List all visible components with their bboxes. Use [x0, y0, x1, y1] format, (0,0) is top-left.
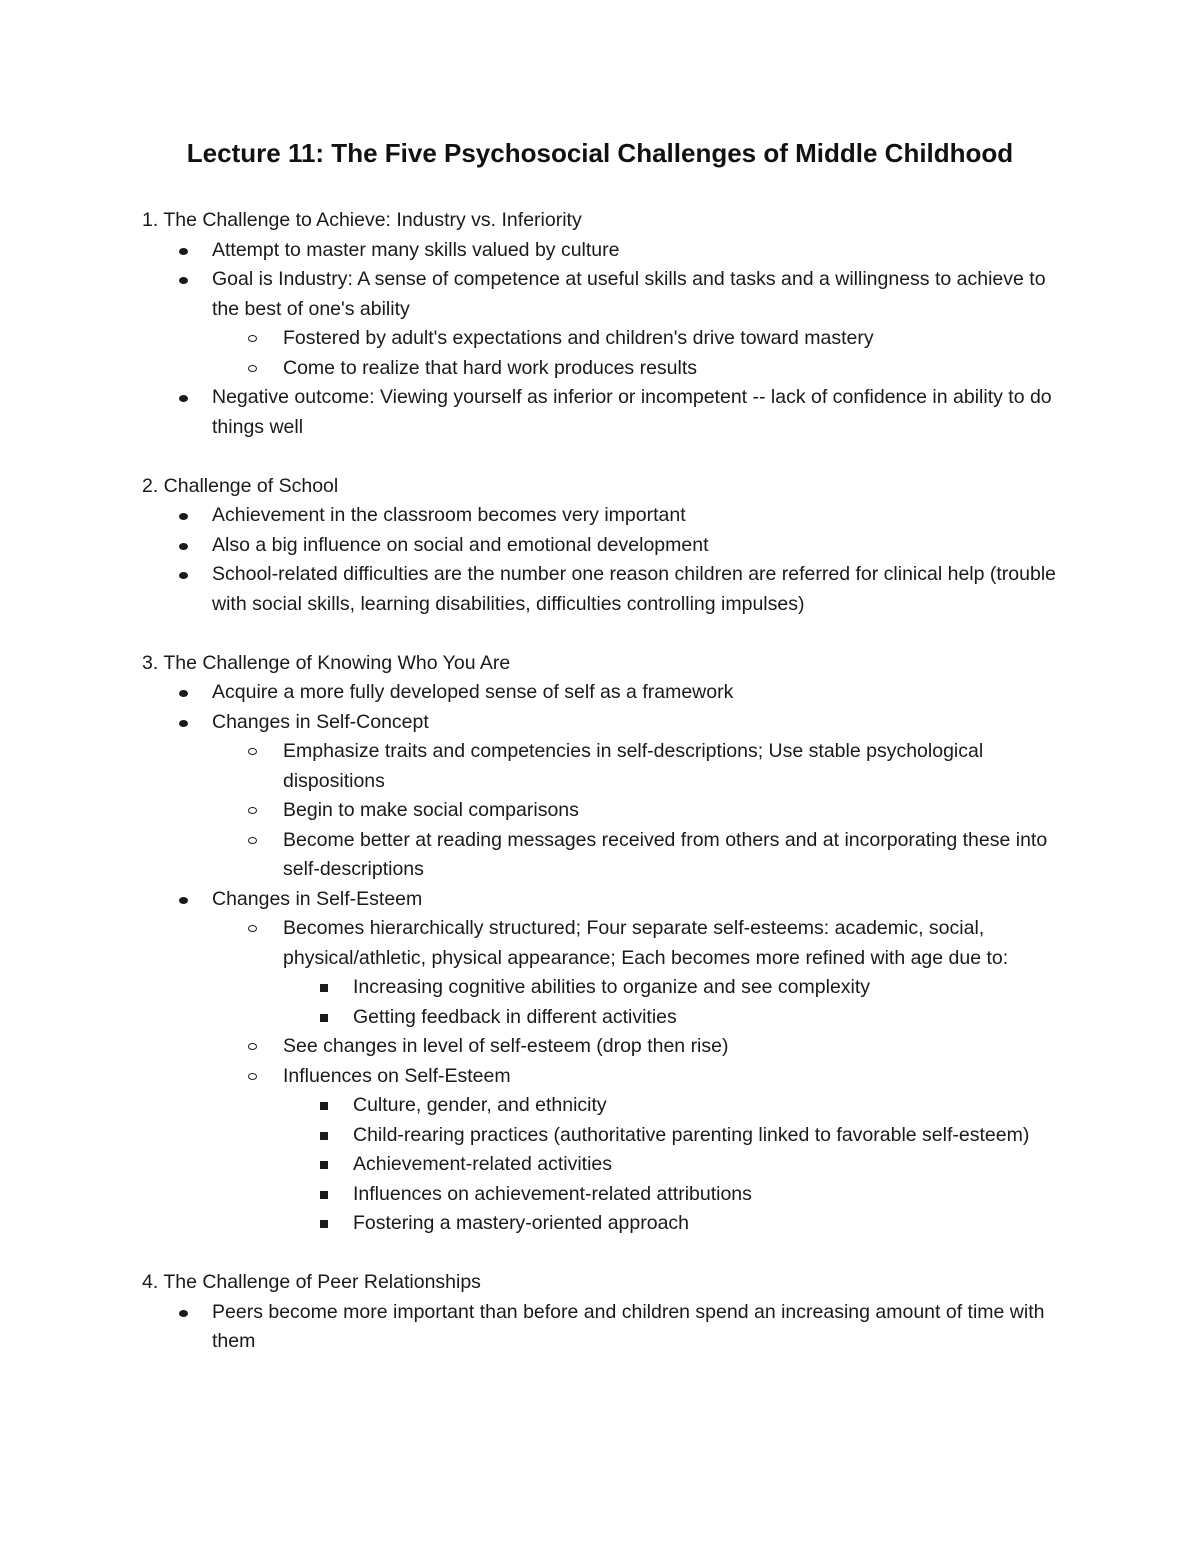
- bullet-list: [142, 678, 1072, 1239]
- filled-circle-bullet-icon: [179, 1310, 188, 1317]
- list-item-text: Emphasize traits and competencies in self-descriptions; Use stable psychological dispositions: [283, 740, 984, 792]
- list-item: [142, 708, 1072, 738]
- list-item-text: Fostered by adult's expectations and children's drive toward mastery: [283, 327, 874, 349]
- list-item: [142, 1003, 1072, 1033]
- hollow-circle-bullet-icon: [248, 365, 257, 372]
- list-item-text: Fostering a mastery-oriented approach: [353, 1212, 690, 1234]
- bullet-list: [142, 501, 1072, 619]
- list-item-text: Becomes hierarchically structured; Four separate self-esteems: academic, social, physical/athletic, physical appearance; Each becomes more refined with age due to:: [283, 917, 1009, 969]
- square-bullet-icon: [320, 1191, 328, 1199]
- list-item: [142, 737, 1072, 796]
- filled-circle-bullet-icon: [179, 248, 188, 255]
- filled-circle-bullet-icon: [179, 572, 188, 579]
- list-item-text: Goal is Industry: A sense of competence at useful skills and tasks and a willingness to achieve to the best of one's ability: [212, 268, 1046, 320]
- filled-circle-bullet-icon: [179, 690, 188, 697]
- list-item-text: Achievement-related activities: [353, 1153, 613, 1175]
- hollow-circle-bullet-icon: [248, 748, 257, 755]
- list-item-text: Come to realize that hard work produces results: [283, 356, 698, 379]
- list-item: [142, 678, 1072, 708]
- hollow-circle-bullet-icon: [248, 807, 257, 814]
- list-item: [142, 383, 1072, 442]
- hollow-circle-bullet-icon: [248, 335, 257, 342]
- page-title: Lecture 11: The Five Psychosocial Challenges of Middle Childhood: [186, 138, 1014, 168]
- list-item: [142, 973, 1072, 1003]
- lecture-outline: [142, 206, 1072, 1386]
- list-item-text: Become better at reading messages received from others and at incorporating these into self-descriptions: [283, 828, 1048, 880]
- list-item: [142, 1032, 1072, 1062]
- filled-circle-bullet-icon: [179, 513, 188, 520]
- hollow-circle-bullet-icon: [248, 837, 257, 844]
- filled-circle-bullet-icon: [179, 720, 188, 727]
- section-heading: 3. The Challenge of Knowing Who You Are: [142, 651, 511, 674]
- hollow-circle-bullet-icon: [248, 1073, 257, 1080]
- hollow-circle-bullet-icon: [248, 1043, 257, 1050]
- list-item: [142, 1298, 1072, 1357]
- filled-circle-bullet-icon: [179, 897, 188, 904]
- list-item-text: Attempt to master many skills valued by culture: [212, 238, 620, 261]
- list-item: [142, 1150, 1072, 1180]
- section-heading: 1. The Challenge to Achieve: Industry vs. Inferiority: [142, 209, 582, 231]
- bullet-list: [142, 236, 1072, 443]
- list-item-text: See changes in level of self-esteem (drop then rise): [283, 1035, 729, 1057]
- square-bullet-icon: [320, 1161, 328, 1169]
- list-item: [142, 826, 1072, 885]
- list-item: [142, 560, 1072, 619]
- list-item: [142, 1062, 1072, 1092]
- outline-section: [142, 206, 1072, 442]
- hollow-circle-bullet-icon: [248, 925, 257, 932]
- list-item-text: Influences on achievement-related attributions: [353, 1182, 752, 1205]
- square-bullet-icon: [320, 1132, 328, 1140]
- list-item-text: Culture, gender, and ethnicity: [353, 1094, 607, 1116]
- list-item: [142, 354, 1072, 384]
- list-item: [142, 1209, 1072, 1239]
- square-bullet-icon: [320, 1102, 328, 1110]
- outline-section: [142, 1268, 1072, 1357]
- square-bullet-icon: [320, 1014, 328, 1022]
- outline-section: [142, 649, 1072, 1239]
- list-item-text: Achievement in the classroom becomes very important: [212, 504, 686, 526]
- list-item-text: Begin to make social comparisons: [283, 799, 579, 821]
- section-heading: 2. Challenge of School: [142, 474, 339, 497]
- bullet-list: [142, 1298, 1072, 1357]
- list-item: [142, 796, 1072, 826]
- list-item: [142, 531, 1072, 561]
- list-item-text: Getting feedback in different activities: [353, 1005, 677, 1028]
- list-item-text: Changes in Self-Esteem: [212, 887, 423, 910]
- list-item: [142, 1091, 1072, 1121]
- list-item-text: Influences on Self-Esteem: [283, 1064, 511, 1087]
- list-item-text: Also a big influence on social and emotional development: [212, 533, 709, 556]
- list-item: [142, 885, 1072, 915]
- list-item: [142, 236, 1072, 266]
- list-item: [142, 914, 1072, 973]
- list-item-text: Acquire a more fully developed sense of self as a framework: [212, 681, 734, 703]
- list-item-text: Child-rearing practices (authoritative parenting linked to favorable self-esteem): [353, 1123, 1030, 1146]
- square-bullet-icon: [320, 1220, 328, 1228]
- list-item: [142, 1180, 1072, 1210]
- list-item-text: Increasing cognitive abilities to organize and see complexity: [353, 976, 871, 998]
- list-item: [142, 324, 1072, 354]
- filled-circle-bullet-icon: [179, 543, 188, 550]
- list-item-text: Changes in Self-Concept: [212, 710, 429, 733]
- filled-circle-bullet-icon: [179, 395, 188, 402]
- list-item-text: School-related difficulties are the number one reason children are referred for clinical help (trouble with social skills, learning disabilities, difficulties controlling impulses): [212, 563, 1057, 615]
- section-heading: 4. The Challenge of Peer Relationships: [142, 1271, 481, 1293]
- list-item: [142, 265, 1072, 324]
- outline-section: [142, 472, 1072, 620]
- list-item-text: Peers become more important than before and children spend an increasing amount of time with them: [212, 1300, 1045, 1352]
- square-bullet-icon: [320, 984, 328, 992]
- filled-circle-bullet-icon: [179, 277, 188, 284]
- list-item: [142, 1121, 1072, 1151]
- list-item-text: Negative outcome: Viewing yourself as inferior or incompetent -- lack of confidence in ability to do things well: [212, 386, 1052, 438]
- list-item: [142, 501, 1072, 531]
